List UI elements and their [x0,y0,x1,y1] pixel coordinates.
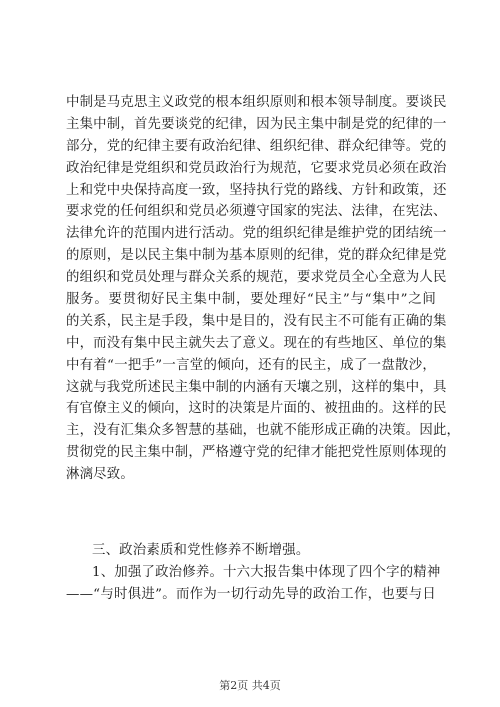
text-line: 主集中制，首先要谈党的纪律，因为民主集中制是党的纪律的一 [66,116,447,132]
text-line: 部分，党的纪律主要有政治纪律、组织纪律、群众纪律等。党的 [66,138,447,154]
text-line: 主，没有汇集众多智慧的基础，也就不能形成正确的决策。因此， [66,423,461,439]
section-political-quality [66,540,441,606]
text-line: 上和党中央保持高度一致，坚持执行党的路线、方针和政策，还 [66,182,447,198]
text-line: 的原则，是以民主集中制为基本原则的纪律，党的群众纪律是党 [66,248,447,264]
text-line: 中有着“一把手”一言堂的倾向，还有的民主，成了一盘散沙， [66,357,436,373]
paragraph-party-discipline [66,92,461,486]
text-line: 的关系，民主是手段，集中是目的，没有民主不可能有正确的集 [66,313,447,329]
text-line: 1、加强了政治修养。十六大报告集中体现了四个字的精神 [92,564,441,580]
text-line: 要求党的任何组织和党员必须遵守国家的宪法、法律，在宪法、 [66,204,447,220]
text-line: 这就与我党所述民主集中制的内涵有天壤之别，这样的集中，具 [66,379,447,395]
page-number-footer: 第2页 共4页 [219,679,281,692]
section-heading: 三、政治素质和党性修养不断增强。 [92,543,310,558]
text-line: 政治纪律是党组织和党员政治行为规范，它要求党员必须在政治 [66,160,447,176]
text-line: 的组织和党员处理与群众关系的规范，要求党员全心全意为人民 [66,270,447,286]
text-line: 法律允许的范围内进行活动。党的组织纪律是维护党的团结统一 [66,226,447,242]
text-line: 中，而没有集中民主就失去了意义。现在的有些地区、单位的集 [66,335,447,351]
text-line: 中制是马克思主义政党的根本组织原则和根本领导制度。要谈民 [66,95,447,110]
text-line: 服务。要贯彻好民主集中制，要处理好“民主”与“集中”之间 [66,292,436,308]
text-line: 有官僚主义的倾向，这时的决策是片面的、被扭曲的。这样的民 [66,401,447,417]
text-line: 贯彻党的民主集中制，严格遵守党的纪律才能把党性原则体现的 [66,445,447,461]
text-line: ——“与时俱进”。而作为一切行动先导的政治工作，也要与日 [66,586,436,602]
text-line: 淋漓尽致。 [66,467,134,483]
